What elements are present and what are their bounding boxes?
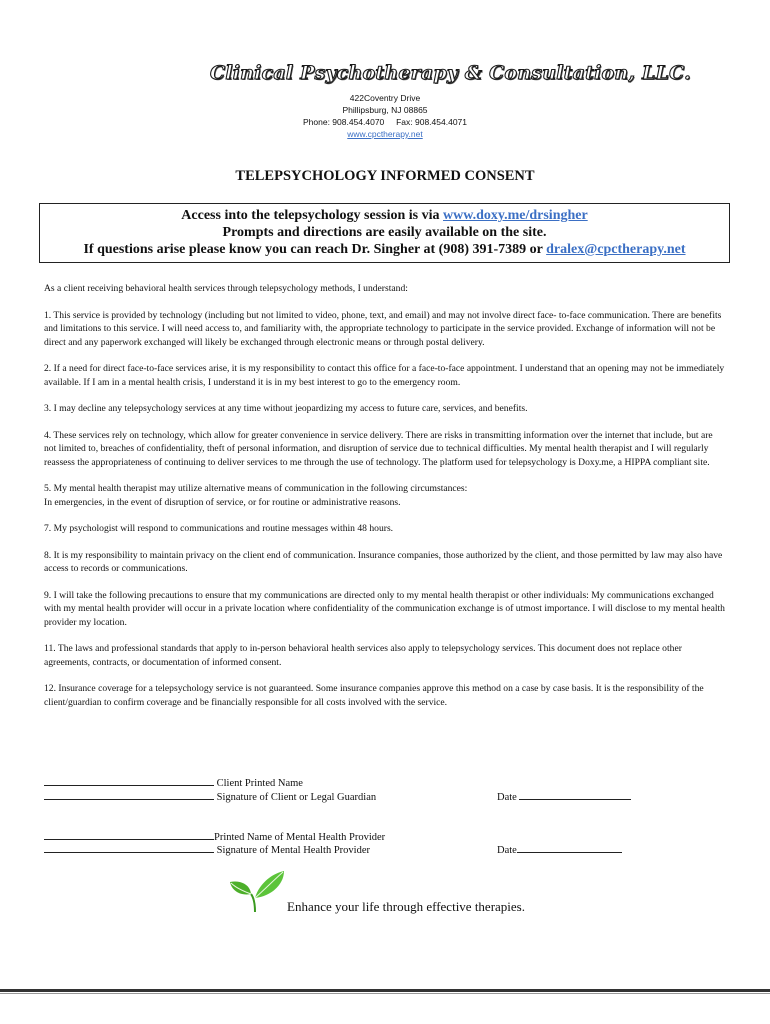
consent-item-1: 1. This service is provided by technology (including but not limited to video, phone, text, and email) and may not involve direct face- to-face communication. There are benefits and limitations to this service. I will need access to, and familiarity with, the appropriate technology to participate in the service provided. Exchange of information will not be direct and any paperwork exchanged will likely be exchanged through electronic means or through postal delivery. bbox=[44, 309, 722, 348]
consent-item-3: 3. I may decline any telepsychology services at any time without jeopardizing my access to future care, services, and benefits. bbox=[44, 403, 528, 414]
consent-item-4: 4. These services rely on technology, which allow for greater convenience in service delivery. There are risks in transmitting information over the internet that include, but are not limited to, breaches of confidentiality, theft of personal information, and disruption of service due to technical difficulties. My mental health therapist and I will regularly reassess the appropriateness of continuing to deliver services to me through the use of technology. The platform used for telepsychology is Doxy.me, a HIPPA compliant site. bbox=[44, 429, 713, 468]
phone-fax-line bbox=[0, 117, 770, 128]
website-link[interactable]: www.cpctherapy.net bbox=[347, 129, 423, 139]
consent-item-9: 9. I will take the following precautions to ensure that my communications are directed only to my mental health therapist or other individuals: My communications exchanged with my mental health provider will occur in a private location where confidentiality of the communication exchange is of utmost importance. I will disclose to my mental health provider my location. bbox=[44, 589, 725, 628]
provider-date-label: Date bbox=[497, 845, 517, 856]
consent-item-8: 8. It is my responsibility to maintain privacy on the client end of communication. Insurance companies, those authorized by the client, and those permitted by law may also have access to records or communications. bbox=[44, 549, 723, 574]
client-signature-field[interactable] bbox=[44, 790, 376, 803]
client-signature-label: Signature of Client or Legal Guardian bbox=[214, 792, 377, 803]
notice-line-1 bbox=[40, 207, 729, 224]
client-signature-line[interactable] bbox=[44, 790, 214, 800]
client-name-field[interactable] bbox=[44, 776, 303, 789]
consent-body bbox=[44, 282, 726, 722]
fax-number: Fax: 908.454.4071 bbox=[396, 117, 467, 127]
client-date-line[interactable] bbox=[519, 790, 631, 800]
consent-item-5-text: 5. My mental health therapist may utilize alternative means of communication in the following circumstances: bbox=[44, 483, 468, 494]
provider-name-line[interactable] bbox=[44, 830, 214, 840]
consent-item-5 bbox=[44, 482, 726, 509]
provider-name-field[interactable] bbox=[44, 830, 385, 843]
company-logo-text: Clinical Psychotherapy & Consultation, LLC. bbox=[210, 62, 691, 84]
leaf-logo-icon bbox=[228, 868, 286, 914]
notice-line-3 bbox=[40, 241, 729, 258]
access-notice-box bbox=[39, 203, 730, 263]
city-address: Phillipsburg, NJ 08865 bbox=[342, 105, 428, 115]
footer-divider bbox=[0, 989, 770, 992]
doxy-link[interactable]: www.doxy.me/drsingher bbox=[443, 208, 588, 223]
client-date-field[interactable] bbox=[497, 790, 631, 803]
client-name-label: Client Printed Name bbox=[214, 778, 303, 789]
street-address: 422Coventry Drive bbox=[349, 93, 421, 103]
phone-number: Phone: 908.454.4070 bbox=[302, 117, 385, 127]
provider-signature-field[interactable] bbox=[44, 843, 370, 856]
provider-date-line[interactable] bbox=[517, 843, 622, 853]
email-link[interactable]: dralex@cpctherapy.net bbox=[546, 242, 686, 257]
consent-item-11: 11. The laws and professional standards that apply to in-person behavioral health services also apply to telepsychology services. This document does not replace other agreements, contracts, or documentation of informed consent. bbox=[44, 643, 682, 668]
client-date-label: Date bbox=[497, 792, 520, 803]
consent-item-5-detail: In emergencies, in the event of disruption of service, or for routine or administrative reasons. bbox=[44, 496, 401, 508]
consent-item-12: 12. Insurance coverage for a telepsychology service is not guaranteed. Some insurance companies approve this method on a case by case basis. It is the responsibility of the client/guardian to confirm coverage and be financially responsible for all costs involved with the service. bbox=[44, 683, 704, 708]
tagline: Enhance your life through effective therapies. bbox=[287, 899, 525, 914]
consent-item-7: 7. My psychologist will respond to communications and routine messages within 48 hours. bbox=[44, 523, 394, 534]
notice-line-3-text: If questions arise please know you can reach Dr. Singher at (908) 391-7389 or bbox=[83, 242, 547, 257]
provider-name-label: Printed Name of Mental Health Provider bbox=[214, 832, 386, 843]
client-name-line[interactable] bbox=[44, 776, 214, 786]
document-title: TELEPSYCHOLOGY INFORMED CONSENT bbox=[235, 168, 535, 184]
provider-date-field[interactable] bbox=[497, 843, 622, 856]
consent-item-2: 2. If a need for direct face-to-face services arise, it is my responsibility to contact this office for a face-to-face appointment. I understand that an opening may not be immediately available. If I am in a mental health crisis, I understand it is in my best interest to go to the emergency room. bbox=[44, 363, 725, 388]
footer-divider-thin bbox=[0, 993, 770, 994]
intro-paragraph: As a client receiving behavioral health services through telepsychology methods, I understand: bbox=[44, 283, 408, 294]
provider-signature-label: Signature of Mental Health Provider bbox=[214, 845, 371, 856]
notice-line-1-text: Access into the telepsychology session is via bbox=[181, 208, 444, 223]
notice-line-2: Prompts and directions are easily available on the site. bbox=[222, 225, 547, 240]
provider-signature-line[interactable] bbox=[44, 843, 214, 853]
